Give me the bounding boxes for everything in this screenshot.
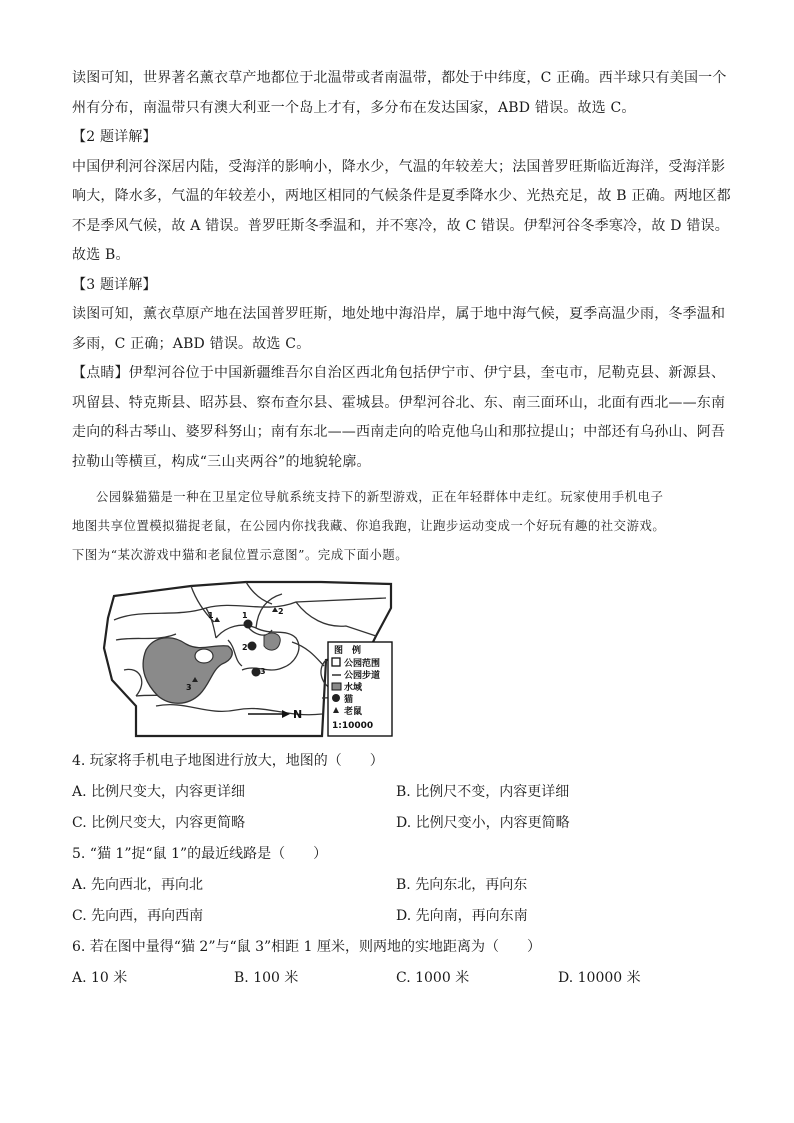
- intro-line: 下图为“某次游戏中猫和老鼠位置示意图”。完成下面小题。: [72, 548, 409, 562]
- option-c: C. 比例尺变大，内容更简略: [72, 815, 246, 831]
- map-label: 2: [242, 643, 248, 652]
- question-5-stem: 5. “猫 1”捉“鼠 1”的最近线路是（ ）: [72, 846, 328, 862]
- cat-icon: [242, 611, 253, 629]
- q3-analysis-line: 读图可知，薰衣草原产地在法国普罗旺斯，地处地中海沿岸，属于地中海气候，夏季高温少雨，冬季温和: [72, 306, 726, 322]
- option-b: B. 100 米: [234, 970, 299, 986]
- island: [195, 649, 213, 663]
- cat-icon: [242, 642, 257, 653]
- question-6-options: [72, 963, 722, 994]
- park-map-figure: [96, 578, 396, 738]
- question-4-options: [72, 777, 722, 839]
- legend-item: 公园范围: [344, 659, 381, 669]
- mouse-icon: [272, 607, 284, 616]
- north-label: N: [293, 708, 303, 721]
- q1-analysis-line: 读图可知，世界著名薰衣草产地都位于北温带或者南温带，都处于中纬度，C 正确。西半球只有美国一个: [72, 70, 727, 86]
- option-d: D. 比例尺变小，内容更简略: [396, 815, 570, 831]
- north-arrow-icon: [248, 708, 302, 721]
- question-6-stem: 6. 若在图中量得“猫 2”与“鼠 3”相距 1 厘米，则两地的实地距离为（ ）: [72, 939, 541, 955]
- map-label: 1: [242, 611, 248, 620]
- q2-analysis-line: 故选 B。: [72, 247, 130, 263]
- option-a: A. 先向西北，再向北: [72, 877, 204, 893]
- legend-item: 猫: [344, 695, 354, 705]
- option-a: A. 比例尺变大，内容更详细: [72, 784, 246, 800]
- option-d: D. 先向南，再向东南: [396, 908, 528, 924]
- q2-analysis-line: 响大，降水多，气温的年较差小，两地区相同的气候条件是夏季降水少、光热充足，故 B 正确。两地区都: [72, 188, 731, 204]
- option-b: B. 比例尺不变，内容更详细: [396, 784, 570, 800]
- mouse-icon: [208, 611, 220, 622]
- document-page: [72, 64, 731, 994]
- cat-icon: [252, 667, 266, 677]
- legend-item: 水域: [344, 683, 363, 693]
- option-c: C. 1000 米: [396, 970, 470, 986]
- map-label: 2: [278, 607, 284, 616]
- map-label: 1: [208, 611, 214, 620]
- question-4-stem: 4. 玩家将手机电子地图进行放大，地图的（ ）: [72, 753, 384, 769]
- q3-analysis-line: 多雨，C 正确；ABD 错误。故选 C。: [72, 335, 311, 352]
- map-label: 3: [260, 667, 266, 676]
- option-a: A. 10 米: [72, 970, 128, 986]
- option-b: B. 先向东北，再向东: [396, 877, 528, 893]
- intro-line: 公园躲猫猫是一种在卫星定位导航系统支持下的新型游戏，正在年轻群体中走红。玩家使用手机电子: [96, 490, 664, 504]
- remark-line: 拉勒山等横亘，构成“三山夹两谷”的地貌轮廓。: [72, 453, 371, 470]
- q2-analysis-line: 不是季风气候，故 A 错误。普罗旺斯冬季温和，并不寒冷，故 C 错误。伊犁河谷冬季寒冷，故 D 错误。: [72, 217, 729, 234]
- option-d: D. 10000 米: [558, 970, 641, 986]
- question-5-options: [72, 870, 722, 932]
- map-scale: 1:10000: [332, 721, 374, 731]
- map-label: 3: [186, 683, 192, 692]
- water-body: [143, 638, 232, 704]
- q2-heading: 【2 题详解】: [72, 129, 157, 145]
- q2-analysis-line: 中国伊利河谷深居内陆，受海洋的影响小，降水少，气温的年较差大；法国普罗旺斯临近海洋，受海洋影: [72, 158, 726, 175]
- remark-line: 走向的科古琴山、婆罗科努山；南有东北——西南走向的哈克他乌山和那拉提山；中部还有乌孙山、阿吾: [72, 424, 726, 440]
- legend-item: 老鼠: [344, 707, 363, 717]
- option-c: C. 先向西，再向西南: [72, 908, 204, 924]
- remark-line: 【点睛】伊犁河谷位于中国新疆维吾尔自治区西北角包括伊宁市、伊宁县，奎屯市，尼勒克县、新源县、: [72, 365, 726, 381]
- legend-item: 公园步道: [344, 671, 381, 681]
- water-legend-icon: [332, 683, 341, 690]
- legend-title: 图 例: [334, 646, 362, 656]
- cat-mouse-map: [96, 578, 396, 738]
- q3-heading: 【3 题详解】: [72, 276, 157, 293]
- remark-line: 巩留县、特克斯县、昭苏县、察布查尔县、霍城县。伊犁河谷北、东、南三面环山，北面有西北——东南: [72, 394, 726, 411]
- q1-analysis-line: 州有分布，南温带只有澳大利亚一个岛上才有，多分布在发达国家，ABD 错误。故选 C。: [72, 99, 636, 116]
- water-body: [264, 633, 280, 650]
- intro-line: 地图共享位置模拟猫捉老鼠，在公园内你找我藏、你追我跑，让跑步运动变成一个好玩有趣的社交游戏。: [72, 519, 666, 533]
- cat-legend-icon: [332, 694, 340, 702]
